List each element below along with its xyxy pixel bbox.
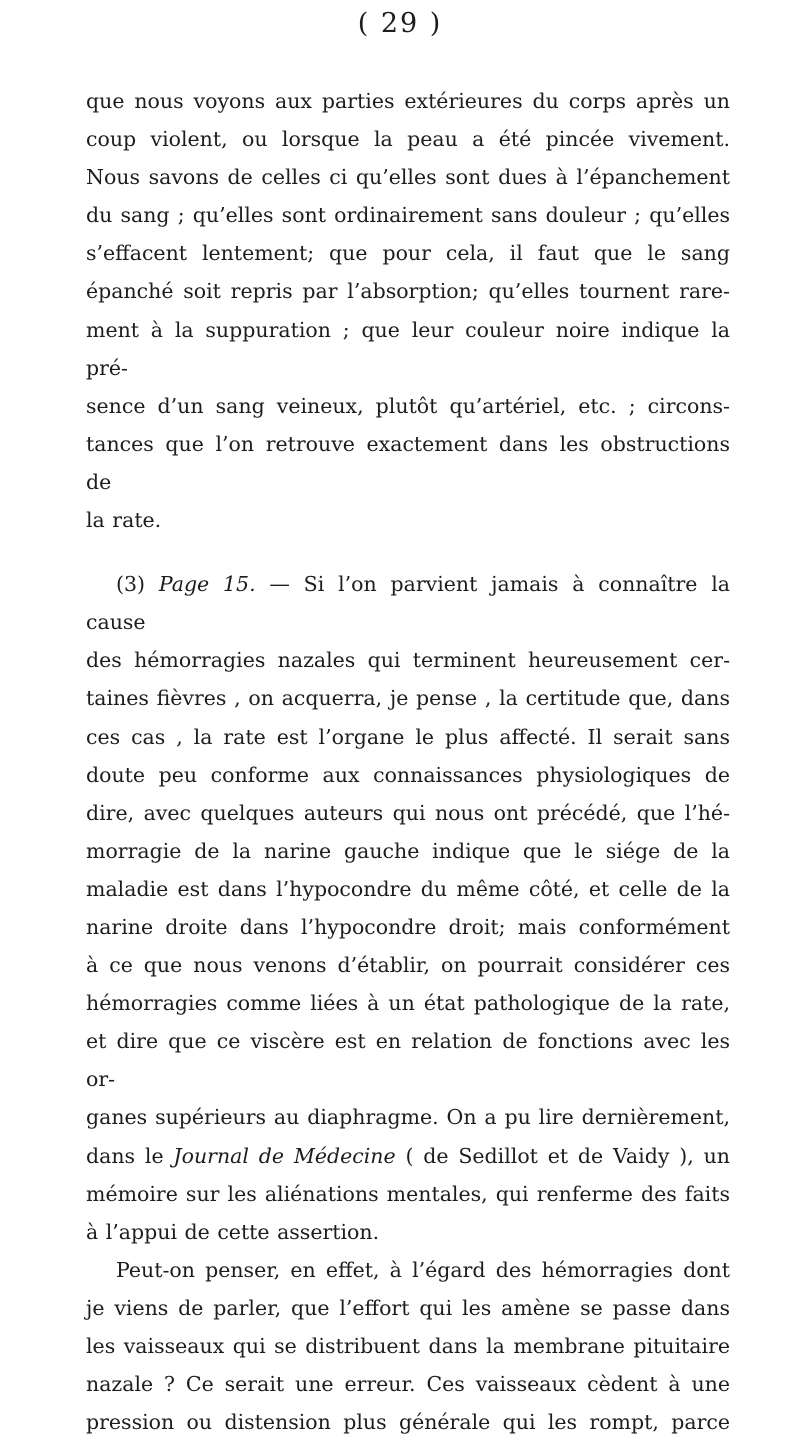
paragraph-2 <box>86 565 730 1251</box>
text-line: Peut-on penser, en effet, à l’égard des hémorragies dont <box>116 1257 730 1282</box>
paragraph-3 <box>86 1251 730 1441</box>
text-line-fragment: — Si l’on parvient jamais à connaître la cause <box>86 572 730 635</box>
text-line: ment à la suppuration ; que leur couleur noire indique la pré- <box>86 317 730 380</box>
text-line: doute peu conforme aux connaissances physiologiques de <box>86 762 730 787</box>
text-line: ganes supérieurs au diaphragme. On a pu lire dernièrement, <box>86 1105 730 1130</box>
note-label: (3) <box>116 572 146 597</box>
paragraph-1 <box>86 82 730 539</box>
text-line: je viens de parler, que l’effort qui les amène se passe dans <box>86 1295 730 1320</box>
text-line: Nous savons de celles ci qu’elles sont dues à l’épanchement <box>86 165 730 190</box>
text-line: à ce que nous venons d’établir, on pourrait considérer ces <box>86 953 730 978</box>
body-text <box>86 82 730 1441</box>
text-line: et dire que ce viscère est en relation de fonctions avec les or- <box>86 1029 730 1092</box>
text-line: sence d’un sang veineux, plutôt qu’artériel, etc. ; circons- <box>86 393 730 418</box>
text-line: du sang ; qu’elles sont ordinairement sans douleur ; qu’elles <box>86 203 730 228</box>
text-line: ces cas , la rate est l’organe le plus affecté. Il serait sans <box>86 724 730 749</box>
text-line: nazale ? Ce serait une erreur. Ces vaisseaux cèdent à une <box>86 1372 730 1397</box>
text-line: épanché soit repris par l’absorption; qu’elles tournent rare- <box>86 279 730 304</box>
text-line: dire, avec quelques auteurs qui nous ont précédé, que l’hé- <box>86 800 730 825</box>
text-line: les vaisseaux qui se distribuent dans la membrane pituitaire <box>86 1334 730 1358</box>
text-line: la rate. <box>86 508 162 533</box>
text-line: taines fièvres , on acquerra, je pense , la certitude que, dans <box>86 686 730 711</box>
text-line: à l’appui de cette assertion. <box>86 1219 380 1244</box>
text-line: coup violent, ou lorsque la peau a été pincée vivement. <box>86 127 730 152</box>
page-number: ( 29 ) <box>357 8 443 39</box>
note-first-line <box>86 565 730 641</box>
journal-title: Journal de Médecine <box>173 1143 396 1168</box>
paragraph-gap <box>86 539 730 565</box>
text-line: que nous voyons aux parties extérieures du corps après un <box>86 89 730 113</box>
text-line: des hémorragies nazales qui terminent heureusement cer- <box>86 648 730 673</box>
text-line-fragment: dans le <box>86 1143 174 1168</box>
text-line: pression ou distension plus générale qui les rompt, parce <box>86 1410 730 1435</box>
journal-citation-line <box>86 1137 730 1175</box>
text-line: s’effacent lentement; que pour cela, il faut que le sang <box>86 241 730 266</box>
note-page-reference: Page 15. <box>158 572 256 597</box>
text-line: tances que l’on retrouve exactement dans les obstructions de <box>86 431 730 494</box>
text-line: mémoire sur les aliénations mentales, qui renferme des faits <box>86 1181 730 1206</box>
text-line: morragie de la narine gauche indique que le siége de la <box>86 838 730 863</box>
text-line: narine droite dans l’hypocondre droit; mais conformément <box>86 914 730 939</box>
text-line: hémorragies comme liées à un état pathologique de la rate, <box>86 991 730 1016</box>
text-line: maladie est dans l’hypocondre du même côté, et celle de la <box>86 876 730 901</box>
text-line-fragment: ( de Sedillot et de Vaidy ), un <box>395 1143 730 1168</box>
